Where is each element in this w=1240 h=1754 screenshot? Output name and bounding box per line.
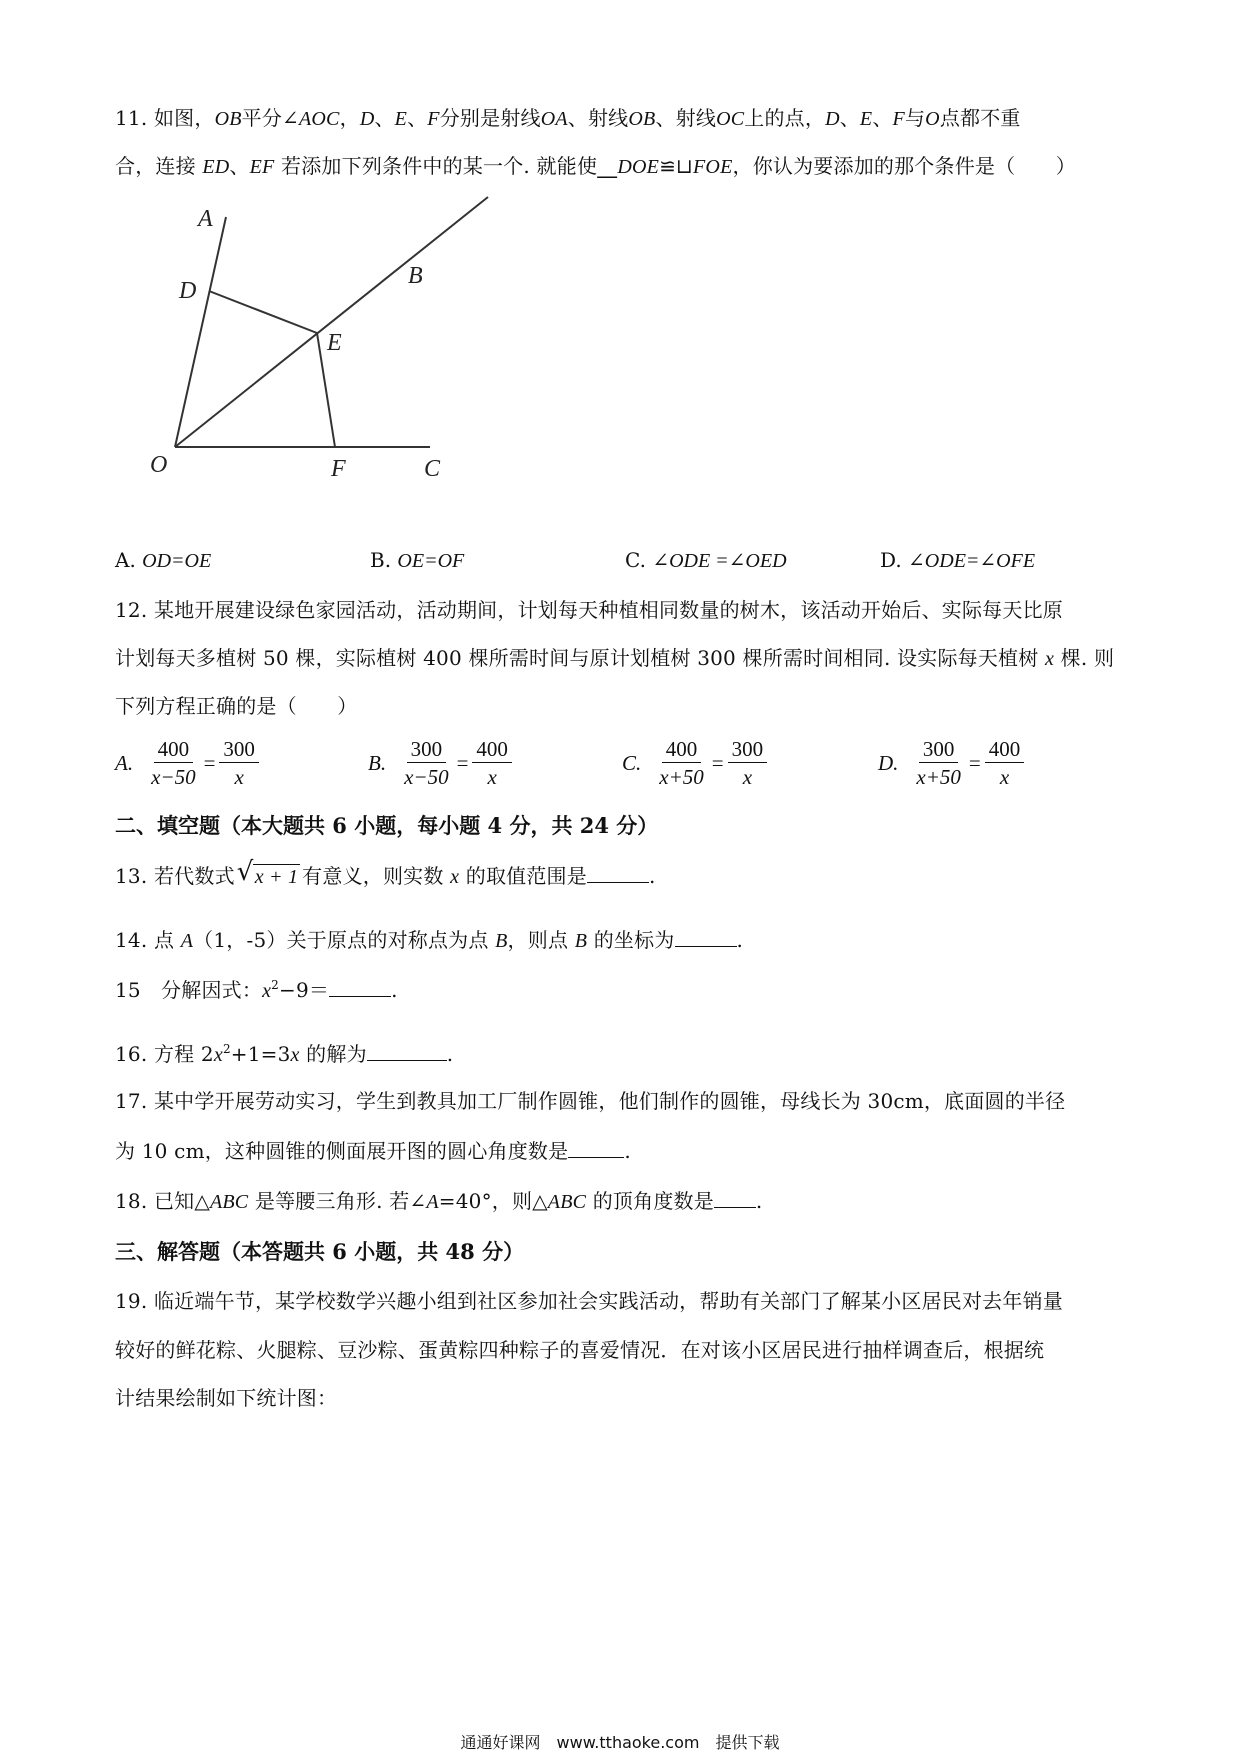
text: 、射线 (567, 106, 629, 130)
option-expr: ∠ODE=∠OFE (908, 550, 1036, 572)
q12-line3: 下列方程正确的是（ ） (115, 694, 358, 718)
answer-blank[interactable] (675, 926, 737, 947)
option-letter: C. (625, 548, 653, 572)
fraction-left (147, 736, 200, 791)
section-3-heading: 三、解答题（本答题共 6 小题，共 48 分） (115, 1239, 525, 1264)
answer-blank[interactable] (568, 1137, 624, 1158)
math: ABC (209, 1191, 249, 1213)
text: 、射线 (655, 106, 717, 130)
math: F (892, 108, 905, 130)
q14 (115, 926, 743, 955)
denominator: x (742, 764, 753, 789)
equals-sign: = (711, 750, 724, 775)
option-letter: A. (115, 750, 134, 775)
text: 是等腰三角形. 若∠ (248, 1189, 427, 1213)
option-letter: D. (880, 548, 909, 572)
denominator: x+50 (916, 764, 961, 789)
text: 有意义，则实数 (302, 864, 451, 888)
numerator: 300 (919, 736, 959, 763)
q11-option-c[interactable] (625, 548, 787, 573)
text: 16. 方程 2 (115, 1042, 214, 1066)
text: 如图， (153, 106, 215, 130)
answer-blank[interactable] (587, 862, 649, 883)
math: AOC (299, 108, 340, 130)
math: OB (628, 108, 656, 130)
label-c: C (424, 456, 441, 482)
segment-de (209, 291, 317, 333)
text: 、 (839, 106, 860, 130)
denominator: x−50 (404, 764, 449, 789)
q11-geometry-figure (0, 0, 1240, 520)
congruent-symbol: ≌ (659, 154, 677, 178)
math: x (213, 1044, 223, 1066)
fraction-right (728, 736, 768, 791)
text: 与 (904, 106, 926, 130)
math: OA (540, 108, 568, 130)
numerator: 400 (662, 736, 702, 763)
numerator: 400 (154, 736, 194, 763)
q19-line2: 较好的鲜花粽、火腿粽、豆沙粽、蛋黄粽四种粽子的喜爱情况．在对该小区居民进行抽样调查后，根据统 (115, 1338, 1045, 1362)
q12-option-a[interactable] (115, 733, 261, 793)
fraction-left (655, 736, 708, 791)
q12-option-d[interactable] (878, 733, 1026, 793)
text: 的顶角度数是 (586, 1189, 714, 1213)
denominator: x (999, 764, 1010, 789)
q12-line2 (115, 644, 1114, 673)
option-expr: OD=OE (142, 550, 212, 572)
text: 点都不重 (939, 106, 1021, 130)
text: 、 (374, 106, 395, 130)
text: 14. 点 (115, 928, 181, 952)
option-expr: ∠ODE =∠OED (652, 550, 787, 572)
q19-line3: 计结果绘制如下统计图： (115, 1386, 338, 1410)
text: 13. 若代数式 (115, 864, 235, 888)
exponent: 2 (222, 1042, 231, 1056)
answer-blank[interactable] (714, 1187, 756, 1208)
equals-sign: = (456, 750, 469, 775)
option-letter: C. (622, 750, 642, 775)
label-o: O (150, 452, 168, 478)
math: D (359, 108, 375, 130)
text: 棵. 则 (1054, 646, 1115, 670)
q11-option-d[interactable] (880, 548, 1035, 573)
text: −9＝ (278, 978, 330, 1002)
fraction-right (472, 736, 512, 791)
fraction-right (219, 736, 259, 791)
numerator: 400 (985, 736, 1025, 763)
section-2-heading: 二、填空题（本大题共 6 小题，每小题 4 分，共 24 分） (115, 813, 659, 838)
text: （1，-5）关于原点的对称点为点 (193, 928, 496, 952)
numerator: 300 (407, 736, 447, 763)
math: x (262, 980, 272, 1002)
denominator: x−50 (151, 764, 196, 789)
q12-option-b[interactable] (368, 733, 514, 793)
math: OB (214, 108, 242, 130)
math: EF (249, 156, 275, 178)
text: 平分∠ (241, 106, 299, 130)
math: DOE (617, 156, 660, 178)
fraction-left (400, 736, 453, 791)
option-expr: OE=OF (397, 550, 465, 572)
text: +1=3 (230, 1042, 291, 1066)
q17-line1: 17. 某中学开展劳动实习，学生到教具加工厂制作圆锥，他们制作的圆锥，母线长为 30cm，底面圆的半径 (115, 1089, 1066, 1113)
math: E (859, 108, 873, 130)
math: x (450, 866, 460, 888)
math: O (925, 108, 940, 130)
label-b: B (408, 263, 423, 289)
text: 15 分解因式： (115, 978, 263, 1002)
equals-sign: = (968, 750, 981, 775)
question-number: 11. (115, 106, 154, 130)
exponent: 2 (271, 978, 279, 992)
text: 合，连接 (115, 154, 203, 178)
text: =40°，则△ (438, 1189, 548, 1213)
numerator: 300 (219, 736, 259, 763)
math: B (574, 930, 588, 952)
label-a: A (198, 206, 213, 232)
text: 、 (229, 154, 250, 178)
text: 的取值范围是 (459, 864, 587, 888)
math: D (825, 108, 840, 130)
text: . (736, 928, 744, 952)
fraction-right (985, 736, 1025, 791)
text: 若添加下列条件中的某一个. 就能使 (274, 154, 598, 178)
math: FOE (693, 156, 733, 178)
numerator: 400 (472, 736, 512, 763)
fraction-left (912, 736, 965, 791)
answer-blank[interactable] (329, 976, 391, 997)
q16 (115, 1040, 453, 1069)
math: x (290, 1044, 300, 1066)
q11-option-b[interactable] (370, 548, 464, 573)
option-letter: B. (368, 750, 387, 775)
answer-blank[interactable] (367, 1040, 447, 1061)
q17-line2 (115, 1137, 631, 1165)
text: 、 (872, 106, 893, 130)
q18 (115, 1187, 762, 1216)
text: 的解为 (299, 1042, 367, 1066)
option-letter: D. (878, 750, 899, 775)
math: E (394, 108, 408, 130)
sqrt-expression (236, 857, 300, 890)
numerator: 300 (728, 736, 768, 763)
text: 、 (407, 106, 428, 130)
math: F (427, 108, 440, 130)
math: B (495, 930, 508, 952)
math: A (180, 930, 194, 952)
q11-option-a[interactable] (115, 548, 211, 573)
text: 计划每天多植树 50 棵，实际植树 400 棵所需时间与原计划植树 300 棵所需时间相同. 设实际每天植树 (115, 646, 1046, 670)
q19-line1: 19. 临近端午节，某学校数学兴趣小组到社区参加社会实践活动，帮助有关部门了解某小区居民对去年销量 (115, 1289, 1063, 1313)
q12-option-c[interactable] (622, 733, 769, 793)
option-letter: A. (115, 548, 143, 572)
radical-sign-icon: √ (236, 857, 254, 887)
denominator: x (234, 764, 244, 789)
text: . (755, 1189, 763, 1213)
math: x (1045, 648, 1055, 670)
math: ED (202, 156, 230, 178)
label-e: E (327, 330, 342, 356)
text: 18. 已知△ (115, 1189, 210, 1213)
denominator: x (487, 764, 497, 789)
equals-sign: = (203, 750, 216, 775)
q13 (115, 857, 656, 891)
radicand: x + 1 (254, 866, 299, 888)
text: ，你认为要添加的那个条件是（ ） (732, 154, 1076, 178)
option-letter: B. (370, 548, 398, 572)
text: ， (339, 106, 360, 130)
garbled-triangle-symbol: ⊔ (676, 154, 694, 178)
q15 (115, 976, 398, 1005)
text: 为 10 cm，这种圆锥的侧面展开图的圆心角度数是 (115, 1139, 569, 1163)
footer-watermark: 通通好课网 www.tthaoke.com 提供下载 (460, 1733, 780, 1752)
text: 分别是射线 (439, 106, 541, 130)
q12-line1: 12. 某地开展建设绿色家园活动，活动期间，计划每天种植相同数量的树木，该活动开始后、实际每天比原 (115, 598, 1063, 622)
text: 上的点， (744, 106, 826, 130)
label-d: D (179, 278, 197, 304)
math: OC (716, 108, 745, 130)
text: . (446, 1042, 454, 1066)
math: A (426, 1191, 439, 1213)
text: . (648, 864, 656, 888)
text: 的坐标为 (587, 928, 675, 952)
math: ABC (547, 1191, 587, 1213)
label-f: F (331, 456, 346, 482)
text: ，则点 (507, 928, 575, 952)
garbled-triangle-symbol: ⎽ (597, 154, 618, 178)
denominator: x+50 (659, 764, 704, 789)
text: . (624, 1139, 631, 1163)
text: . (391, 978, 398, 1002)
